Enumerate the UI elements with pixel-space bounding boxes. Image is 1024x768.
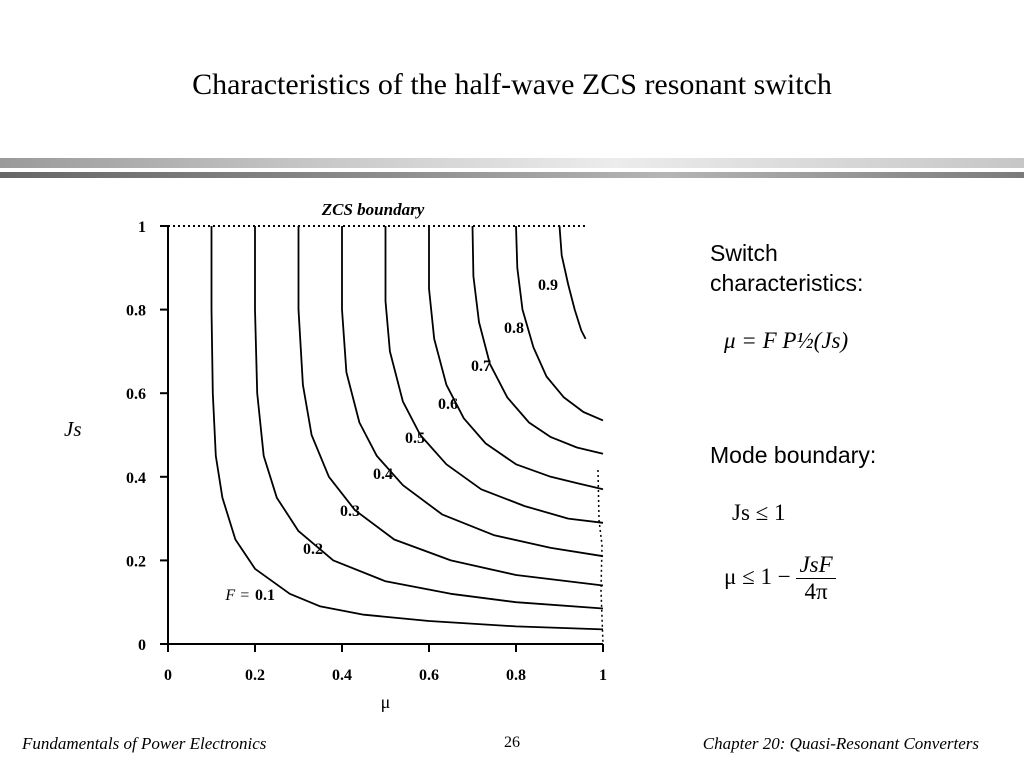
curve-label: 0.1 (255, 587, 275, 604)
x-tick-label: 1 (599, 667, 607, 684)
switch-characteristics-heading: Switch characteristics: (710, 240, 864, 296)
curve-F-0.7 (473, 226, 604, 454)
y-tick-label: 0.4 (126, 469, 146, 487)
y-tick-label: 0 (138, 637, 146, 654)
curve-F-0.9 (560, 226, 586, 339)
y-tick-label: 0.8 (126, 302, 146, 320)
curve-label: 0.8 (504, 320, 524, 337)
switch-characteristics-formula: μ = F P½(Js) (724, 328, 849, 353)
curve-label: 0.5 (405, 430, 425, 447)
y-tick-label: 0.6 (126, 386, 146, 404)
curve-F-0.8 (516, 226, 603, 420)
x-tick-label: 0.6 (419, 667, 439, 684)
curve-F-0.5 (386, 226, 604, 523)
curve-F-0.6 (429, 226, 603, 489)
curve-label: 0.2 (303, 541, 323, 558)
y-tick-label: 1 (138, 219, 146, 236)
page-number: 26 (504, 734, 520, 751)
fraction-numerator: JsF (796, 552, 835, 579)
x-tick-label: 0.4 (332, 667, 352, 684)
zcs-boundary-label: ZCS boundary (321, 200, 425, 219)
x-tick-label: 0.8 (506, 667, 526, 684)
curve-label: 0.6 (438, 396, 458, 413)
mode-boundary-heading: Mode boundary: (710, 442, 877, 468)
curve-label-prefix: F = (225, 587, 250, 604)
y-tick-label: 0.2 (126, 553, 146, 571)
mode-boundary-fraction (796, 552, 835, 605)
x-axis-label: μ (380, 692, 391, 712)
mode-boundary-formula-2-lhs: μ ≤ 1 − (724, 563, 791, 589)
curve-label: 0.3 (340, 503, 360, 520)
zcs-boundary-right-line (598, 470, 603, 644)
curve-label: 0.4 (373, 466, 393, 483)
fraction-denominator: 4π (804, 579, 828, 604)
curve-label: 0.9 (538, 277, 558, 294)
mode-boundary-formula-2 (724, 552, 836, 605)
x-tick-label: 0 (164, 667, 172, 684)
mode-boundary-formula-1: Js ≤ 1 (732, 500, 786, 525)
x-tick-label: 0.2 (245, 667, 265, 684)
curve-label: 0.7 (471, 358, 491, 375)
footer-book-title: Fundamentals of Power Electronics (22, 734, 267, 753)
y-axis-label: Js (64, 417, 82, 441)
slide-title: Characteristics of the half-wave ZCS resonant switch (192, 68, 832, 101)
footer-chapter: Chapter 20: Quasi-Resonant Converters (702, 734, 979, 753)
